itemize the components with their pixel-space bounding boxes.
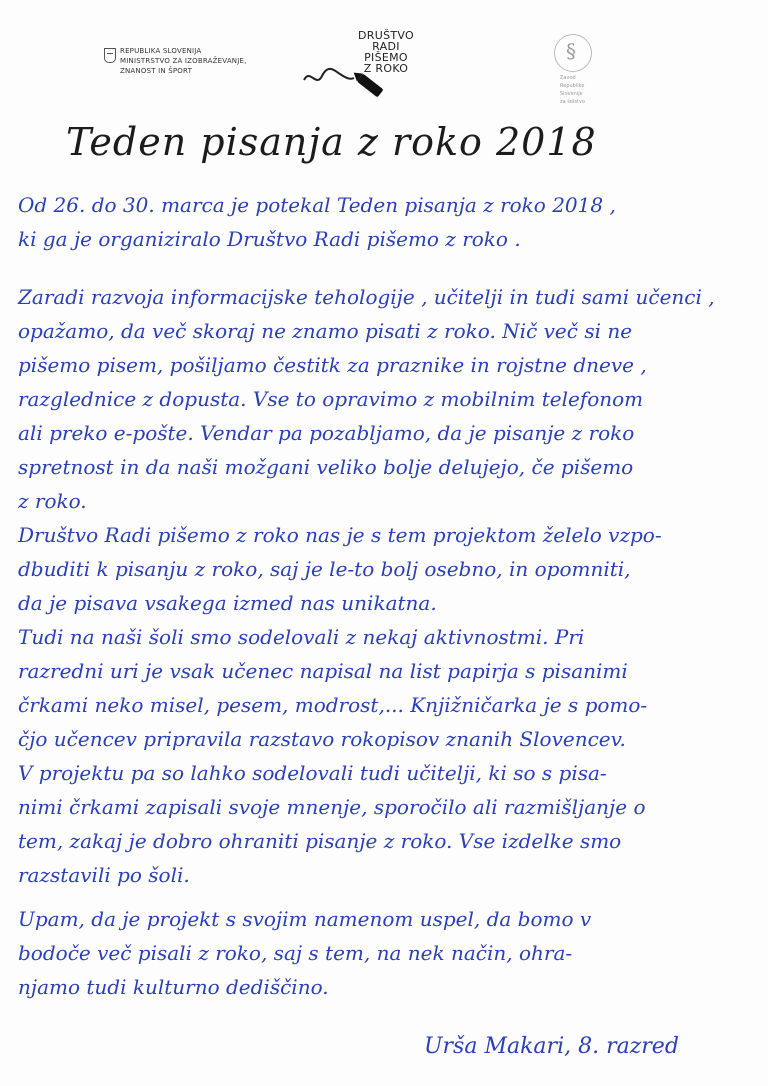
text-line: njamo tudi kulturno dediščino.: [18, 975, 329, 999]
text-line: dbuditi k pisanju z roko, saj je le-to bolj osebno, in opomniti,: [18, 557, 631, 581]
text-line: čjo učencev pripravila razstavo rokopisov znanih Slovencev.: [18, 727, 626, 751]
drustvo-name: [356, 30, 416, 74]
text-line: Od 26. do 30. marca je potekal Teden pisanja z roko 2018 ,: [18, 193, 616, 217]
zavod-line: Zavod: [560, 75, 576, 81]
ministry-logo: [104, 46, 274, 86]
text-line: tem, zakaj je dobro ohraniti pisanje z roko. Vse izdelke smo: [18, 829, 622, 853]
drustvo-line: DRUŠTVO: [358, 29, 414, 42]
coat-of-arms-icon: [104, 48, 116, 63]
text-line: Zaradi razvoja informacijske tehologije , učitelji in tudi sami učenci ,: [18, 285, 715, 309]
text-line: Upam, da je projekt s svojim namenom uspel, da bomo v: [18, 907, 592, 931]
ministry-line: REPUBLIKA SLOVENIJA: [120, 47, 202, 55]
paragraph-body: [18, 280, 758, 892]
paragraph-closing: [18, 902, 758, 1004]
text-line: ali preko e-pošte. Vendar pa pozabljamo, da je pisanje z roko: [18, 421, 635, 445]
author-signature: Urša Makari, 8. razred: [424, 1034, 679, 1059]
text-line: bodoče več pisali z roko, saj s tem, na nek način, ohra-: [18, 941, 573, 965]
text-line: pišemo pisem, pošiljamo čestitk za praznike in rojstne dneve ,: [18, 353, 647, 377]
ministry-line: ZNANOST IN ŠPORT: [120, 67, 193, 75]
text-line: črkami neko misel, pesem, modrost,... Knjižničarka je s pomo-: [18, 693, 648, 717]
text-line: Tudi na naši šoli smo sodelovali z nekaj aktivnostmi. Pri: [18, 625, 585, 649]
zavod-line: Republike: [560, 83, 585, 89]
zavod-emblem-icon: §: [554, 34, 592, 72]
zavod-line: Slovenije: [560, 91, 583, 97]
ministry-line: MINISTRSTVO ZA IZOBRAŽEVANJE,: [120, 57, 247, 65]
drustvo-line: Z ROKO: [363, 62, 409, 75]
paragraph-intro: [18, 188, 758, 256]
zavod-name: [560, 74, 585, 106]
text-line: opažamo, da več skoraj ne znamo pisati z roko. Nič več si ne: [18, 319, 633, 343]
text-line: razstavili po šoli.: [18, 863, 190, 887]
text-line: z roko.: [18, 489, 87, 513]
text-line: razredni uri je vsak učenec napisal na list papirja s pisanimi: [18, 659, 628, 683]
text-line: nimi črkami zapisali svoje mnenje, sporočilo ali razmišljanje o: [18, 795, 646, 819]
zavod-logo: [550, 34, 620, 114]
drustvo-line: RADI: [372, 40, 400, 53]
drustvo-logo: [300, 30, 420, 120]
zavod-line: za šolstvo: [560, 99, 585, 105]
text-line: ki ga je organiziralo Društvo Radi pišemo z roko .: [18, 227, 521, 251]
text-line: spretnost in da naši možgani veliko bolje delujejo, če pišemo: [18, 455, 634, 479]
text-line: razglednice z dopusta. Vse to opravimo z mobilnim telefonom: [18, 387, 644, 411]
page-title: Teden pisanja z roko 2018: [66, 120, 597, 164]
text-line: Društvo Radi pišemo z roko nas je s tem projektom želelo vzpo-: [18, 523, 662, 547]
ministry-name: [120, 46, 247, 76]
drustvo-line: PIŠEMO: [364, 51, 408, 64]
text-line: V projektu pa so lahko sodelovali tudi učitelji, ki so s pisa-: [18, 761, 607, 785]
text-line: da je pisava vsakega izmed nas unikatna.: [18, 591, 437, 615]
